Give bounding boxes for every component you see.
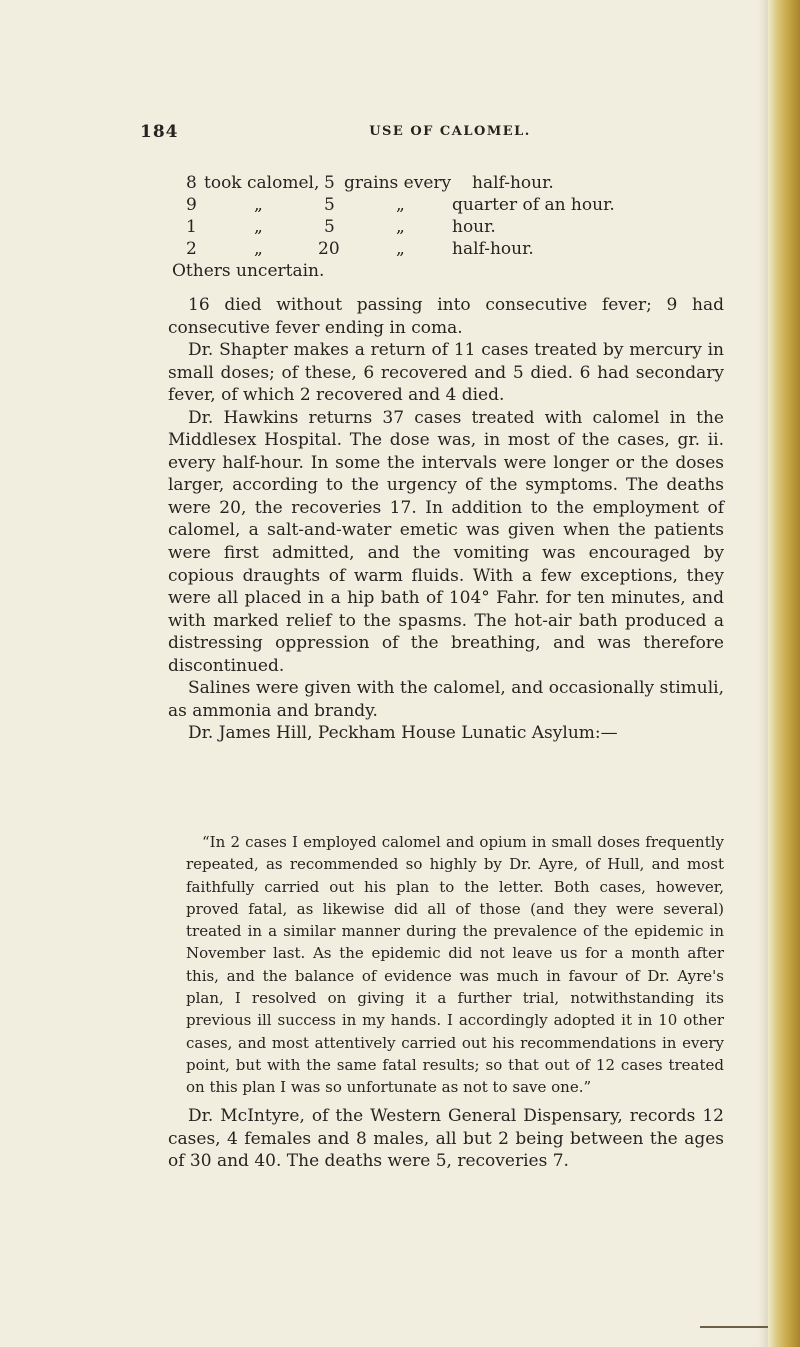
dose-row	[186, 216, 746, 238]
dose-count: 2	[186, 239, 197, 259]
dose-ditto: „	[396, 195, 405, 215]
dose-row	[186, 238, 746, 260]
paragraph: 16 died without passing into consecutive fever; 9 had consecutive fever ending in coma.	[168, 295, 724, 338]
quote-text: “In 2 cases I employed calomel and opium in small doses frequently repeated, as recommended so highly by Dr. Ayre, of Hull, and most faithfully carried out his plan to the letter. Both cases, however, proved fatal, as likewise did all of those (and they were several) treated in a similar manner during the prevalence of the epidemic in November last. As the epidemic did not leave us for a month after this, and the balance of evidence was much in favour of Dr. Ayre's plan, I resolved on giving it a further trial, notwithstanding its previous ill success in my hands. I accordingly adopted it in 10 other cases, and most attentively carried out his recommendations in every point, but with the same fatal results; so that out of 12 cases treated on this plan I was so unfortunate as not to save one.”	[186, 833, 724, 1097]
paragraph: Dr. Hawkins returns 37 cases treated with calomel in the Middlesex Hospital. The dose was, in most of the cases, gr. ii. every half-hour. In some the intervals were longer or the doses larger, according to the urgency of the symptoms. The deaths were 20, the recoveries 17. In addition to the employment of calomel, a salt-and-water emetic was given when the patients were first admitted, and the vomiting was encouraged by copious draughts of warm fluids. With a few exceptions, they were all placed in a hip bath of 104° Fahr. for ten minutes, and with marked relief to the spasms. The hot-air bath produced a distressing oppression of the breathing, and was therefore discontinued.	[168, 407, 724, 676]
dose-count: 1	[186, 217, 197, 237]
dose-interval: hour.	[452, 217, 496, 237]
dose-interval: half-hour.	[472, 173, 554, 193]
dose-interval: half-hour.	[452, 239, 534, 259]
dose-ditto: „	[254, 239, 263, 259]
page-header	[140, 122, 760, 152]
block-quote	[186, 831, 724, 1099]
dose-unit: grains every	[344, 173, 452, 193]
dose-grains: 5	[324, 195, 335, 215]
dose-ditto: „	[396, 239, 405, 259]
dose-table	[172, 172, 746, 284]
dose-count: 9	[186, 195, 197, 215]
running-head: USE OF CALOMEL.	[369, 124, 531, 139]
paragraph: Dr. James Hill, Peckham House Lunatic Asylum:—	[188, 723, 618, 744]
paragraph: Salines were given with the calomel, and occasionally stimuli, as ammonia and brandy.	[168, 678, 724, 721]
dose-count: 8	[186, 173, 197, 193]
page-gilt-edge	[768, 0, 800, 1347]
others-uncertain: Others uncertain.	[172, 261, 325, 281]
dose-row	[186, 172, 746, 194]
dose-row	[186, 194, 746, 216]
bottom-rule	[700, 1326, 768, 1328]
body-text	[168, 294, 724, 745]
final-paragraph-block	[168, 1105, 724, 1173]
paragraph: Dr. McIntyre, of the Western General Dispensary, records 12 cases, 4 females and 8 males, all but 2 being between the ages of 30 and 40. The deaths were 5, recoveries 7.	[168, 1106, 724, 1171]
page-edge-shadow	[758, 0, 768, 1347]
dose-grains: 20	[318, 239, 340, 259]
dose-ditto: „	[254, 195, 263, 215]
dose-text: took calomel,	[204, 173, 320, 193]
dose-grains: 5	[324, 217, 335, 237]
dose-interval: quarter of an hour.	[452, 195, 615, 215]
dose-ditto: „	[396, 217, 405, 237]
dose-grains: 5	[324, 173, 335, 193]
page-number: 184	[140, 122, 179, 142]
paragraph: Dr. Shapter makes a return of 11 cases treated by mercury in small doses; of these, 6 recovered and 5 died. 6 had secondary fever, of which 2 recovered and 4 died.	[168, 340, 724, 406]
dose-ditto: „	[254, 217, 263, 237]
